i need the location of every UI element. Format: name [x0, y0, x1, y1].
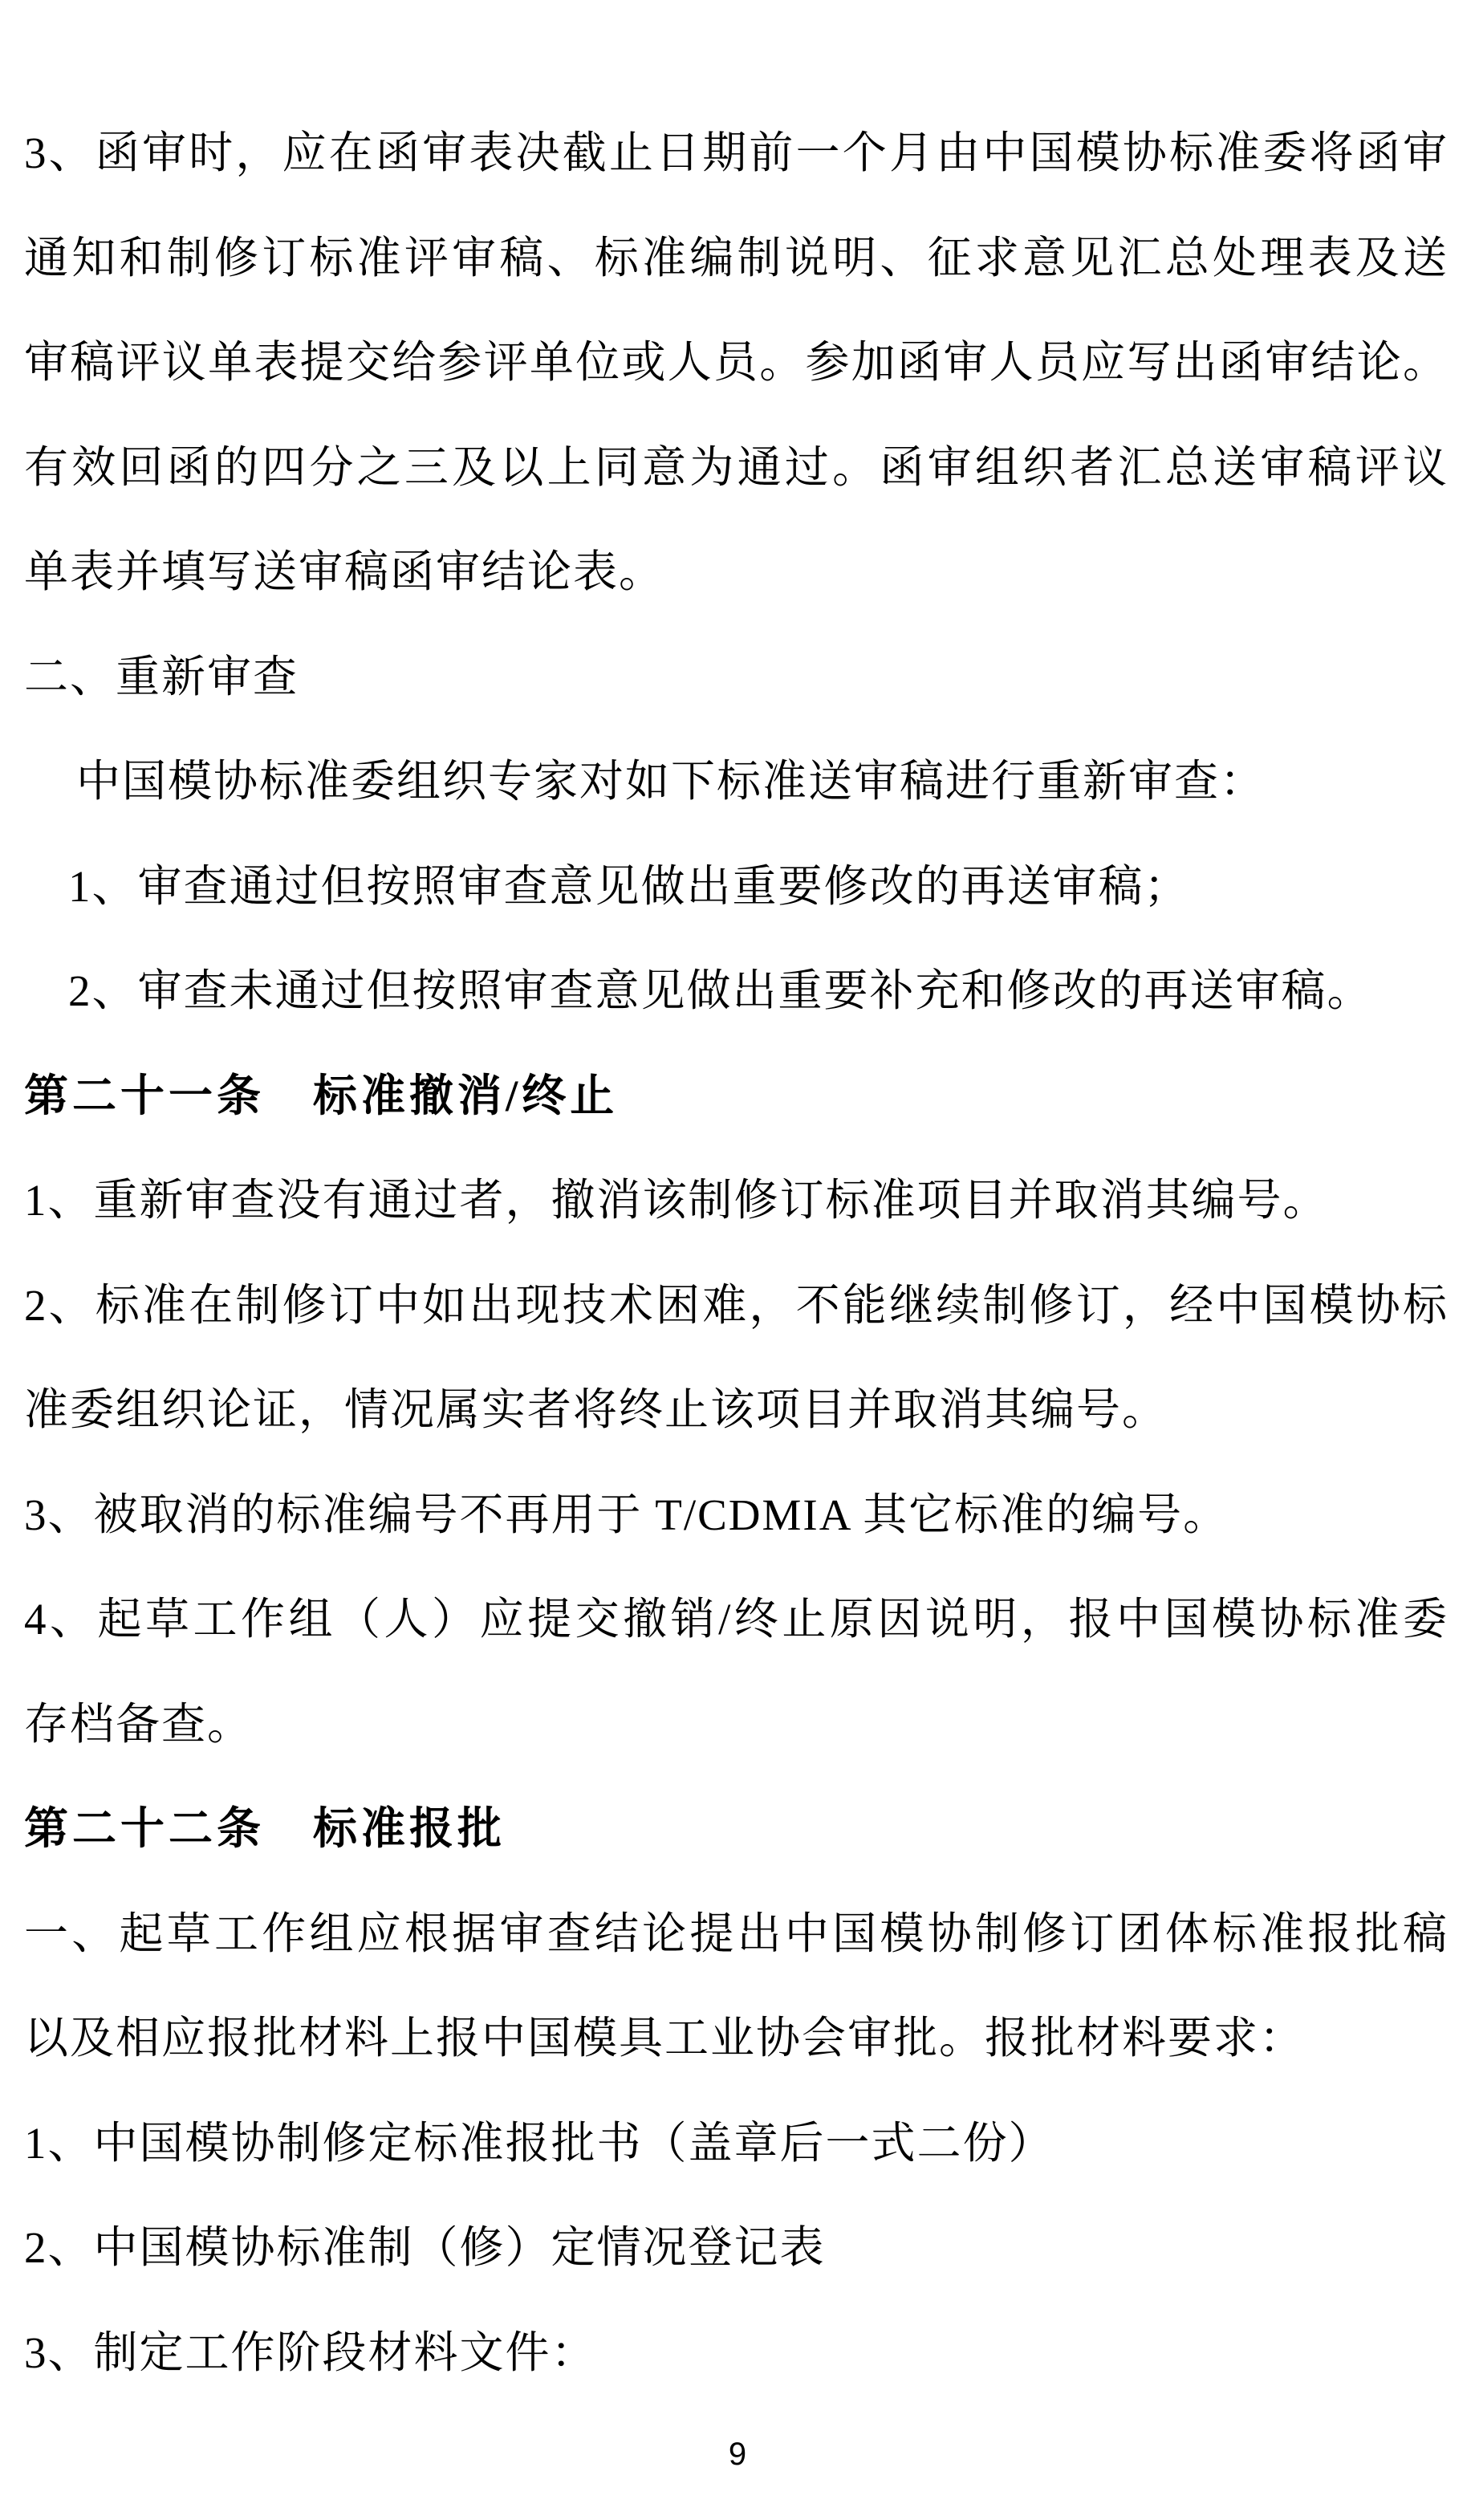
- text-line: 通知和制修订标准评审稿、标准编制说明、征求意见汇总处理表及送: [24, 233, 1449, 282]
- text-line: 一、起草工作组应根据审查结论提出中国模协制修订团体标准报批稿: [24, 1908, 1449, 1958]
- text-line: 二、重新审查: [24, 652, 299, 701]
- text-line: 审稿评议单表提交给参评单位或人员。参加函审人员应写出函审结论。: [24, 338, 1449, 387]
- text-line: 3、制定工作阶段材料文件：: [24, 2327, 597, 2377]
- text-line: 4、起草工作组（人）应提交撤销/终止原因说明，报中国模协标准委: [24, 1595, 1449, 1644]
- text-line: 单表并填写送审稿函审结论表。: [24, 547, 665, 596]
- text-line: 3、函审时，应在函审表决截止日期前一个月由中国模协标准委将函审: [24, 128, 1449, 177]
- text-line: 有效回函的四分之三及以上同意为通过。函审组织者汇总送审稿评议: [24, 442, 1449, 492]
- section-heading: 第二十二条 标准报批: [24, 1804, 506, 1853]
- text-line: 准委组织论证，情况属实者将终止该项目并取消其编号。: [24, 1385, 1168, 1434]
- text-line: 1、中国模协制修定标准报批书（盖章后一式二份）: [24, 2118, 1054, 2168]
- text-line: 2、标准在制修订中如出现技术困难，不能继续制修订，经中国模协标: [24, 1280, 1449, 1330]
- document-body: [24, 101, 1449, 2405]
- page-number: 9: [728, 2437, 747, 2472]
- text-line: 中国模协标准委组织专家对如下标准送审稿进行重新审查：: [76, 757, 1266, 806]
- section-heading: 第二十一条 标准撤消/终止: [24, 1071, 619, 1120]
- text-line: 2、审查未通过但按照审查意见做出重要补充和修改的再送审稿。: [68, 966, 1373, 1015]
- text-line: 存档备查。: [24, 1699, 254, 1749]
- text-line: 3、被取消的标准编号不再用于 T/CDMIA 其它标准的编号。: [24, 1490, 1229, 1539]
- text-line: 2、中国模协标准制（修）定情况登记表: [24, 2223, 826, 2272]
- text-line: 以及相应报批材料上报中国模具工业协会审批。报批材料要求：: [24, 2014, 1306, 2063]
- text-line: 1、重新审查没有通过者，撤消该制修订标准项目并取消其编号。: [24, 1176, 1329, 1225]
- text-line: 1、审查通过但按照审查意见做出重要修改的再送审稿；: [68, 861, 1190, 911]
